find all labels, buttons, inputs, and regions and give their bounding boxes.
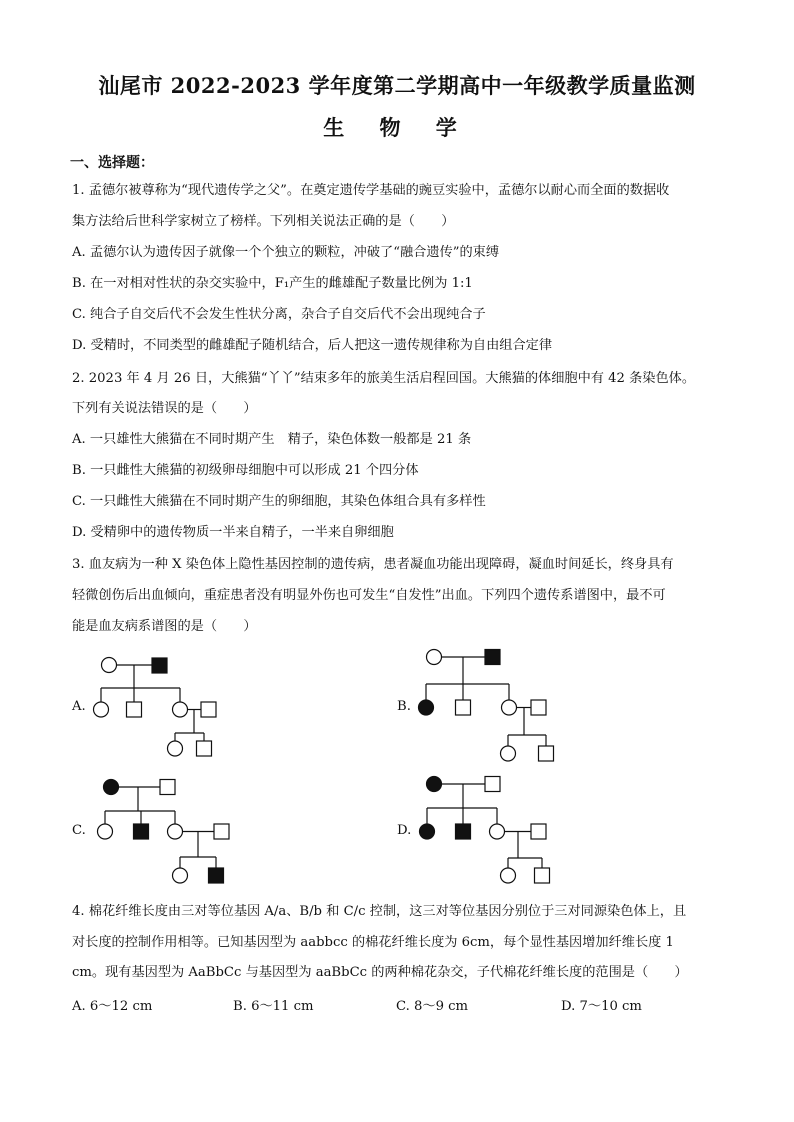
ped-c-gen3-affected-male [209,868,224,883]
ped-b-gen2-male [456,700,471,715]
q4-stem-line-2: 对长度的控制作用相等。已知基因型为 aabbcc 的棉花纤维长度为 6cm，每个显性基因增加纤维长度 1 [72,935,674,950]
q1-option-d: D. 受精时，不同类型的雌雄配子随机结合，后人把这一遗传规律称为自由组合定律 [72,338,553,353]
ped-b-gen2-female-married [502,700,517,715]
q1-stem-line-1: 1. 孟德尔被尊称为“现代遗传学之父”。在奠定遗传学基础的豌豆实验中，孟德尔以耐心而全面的数据收 [72,183,670,198]
ped-d-gen2-affected-female [420,824,435,839]
q2-option-a: A. 一只雄性大熊猫在不同时期产生 精子，染色体数一般都是 21 条 [72,432,472,447]
page-title: 汕尾市 2022-2023 学年度第二学期高中一年级教学质量监测 [98,73,696,98]
ped-a-gen1-affected-male [152,658,167,673]
section-heading: 一、选择题： [70,155,154,171]
pedigree-c [98,780,230,884]
q3-stem-line-3: 能是血友病系谱图的是（ ） [72,619,257,634]
pedigree-c-label: C. [72,823,86,838]
ped-b-gen2-spouse-male [531,700,546,715]
q1-stem-line-2: 集方法给后世科学家树立了榜样。下列相关说法正确的是（ ） [72,214,455,229]
ped-d-gen2-female-married [490,824,505,839]
ped-a-gen2-male [127,702,142,717]
q4-option-c: C. 8～9 cm [396,999,469,1014]
q4-option-b: B. 6～11 cm [233,999,314,1014]
ped-c-gen3-female [173,868,188,883]
pedigree-d-label: D. [397,823,412,838]
q3-stem-line-2: 轻微创伤后出血倾向，重症患者没有明显外伤也可发生“自发性”出血。下列四个遗传系谱图中，最不可 [72,588,666,603]
pedigree-b [419,650,554,762]
ped-b-gen1-female [427,650,442,665]
pedigree-a-label: A. [72,699,86,714]
q4-stem-line-3: cm。现有基因型为 AaBbCc 与基因型为 aaBbCc 的两种棉花杂交，子代棉花纤维长度的范围是（ ） [72,965,688,980]
q2-stem-line-2: 下列有关说法错误的是（ ） [72,401,257,416]
ped-d-gen3-female [501,868,516,883]
q4-option-a: A. 6～12 cm [72,999,153,1014]
q2-stem-line-1: 2. 2023 年 4 月 26 日，大熊猫“丫丫”结束多年的旅美生活启程回国。大熊猫的体细胞中有 42 条染色体。 [72,371,696,386]
ped-b-gen2-affected-female [419,700,434,715]
q1-option-c: C. 纯合子自交后代不会发生性状分离，杂合子自交后代不会出现纯合子 [72,307,486,322]
ped-b-gen3-female [501,746,516,761]
q3-stem-line-1: 3. 血友病为一种 X 染色体上隐性基因控制的遗传病，患者凝血功能出现障碍，凝血时间延长，终身具有 [72,557,674,572]
subject-title: 生 物 学 [323,115,471,140]
q2-option-d: D. 受精卵中的遗传物质一半来自精子，一半来自卵细胞 [72,525,394,540]
ped-c-gen2-affected-male [134,824,149,839]
q4-option-d: D. 7～10 cm [561,999,642,1014]
ped-a-gen3-male [197,741,212,756]
ped-d-gen2-affected-male [456,824,471,839]
ped-c-gen2-female-married [168,824,183,839]
ped-c-gen1-male [160,780,175,795]
ped-a-gen1-female [102,658,117,673]
pedigree-d [420,777,550,884]
ped-a-gen3-female [168,741,183,756]
ped-d-gen1-male [485,777,500,792]
ped-a-gen2-female-married [173,702,188,717]
q2-option-c: C. 一只雌性大熊猫在不同时期产生的卵细胞，其染色体组合具有多样性 [72,494,486,509]
ped-c-gen1-affected-female [104,780,119,795]
pedigree-b-label: B. [397,699,411,714]
ped-d-gen1-affected-female [427,777,442,792]
ped-a-gen2-female [94,702,109,717]
ped-b-gen1-affected-male [485,650,500,665]
ped-c-gen2-female [98,824,113,839]
ped-d-gen3-male [535,868,550,883]
pedigree-a [94,658,217,757]
q4-stem-line-1: 4. 棉花纤维长度由三对等位基因 A/a、B/b 和 C/c 控制，这三对等位基因分别位于三对同源染色体上，且 [72,904,687,919]
q1-option-a: A. 孟德尔认为遗传因子就像一个个独立的颗粒，冲破了“融合遗传”的束缚 [72,245,500,260]
ped-b-gen3-male [539,746,554,761]
ped-a-gen2-spouse-male [201,702,216,717]
q2-option-b: B. 一只雌性大熊猫的初级卵母细胞中可以形成 21 个四分体 [72,463,419,478]
ped-c-gen2-spouse-male [214,824,229,839]
q1-option-b: B. 在一对相对性状的杂交实验中，F₁产生的雌雄配子数量比例为 1:1 [72,276,473,291]
ped-d-gen2-spouse-male [531,824,546,839]
